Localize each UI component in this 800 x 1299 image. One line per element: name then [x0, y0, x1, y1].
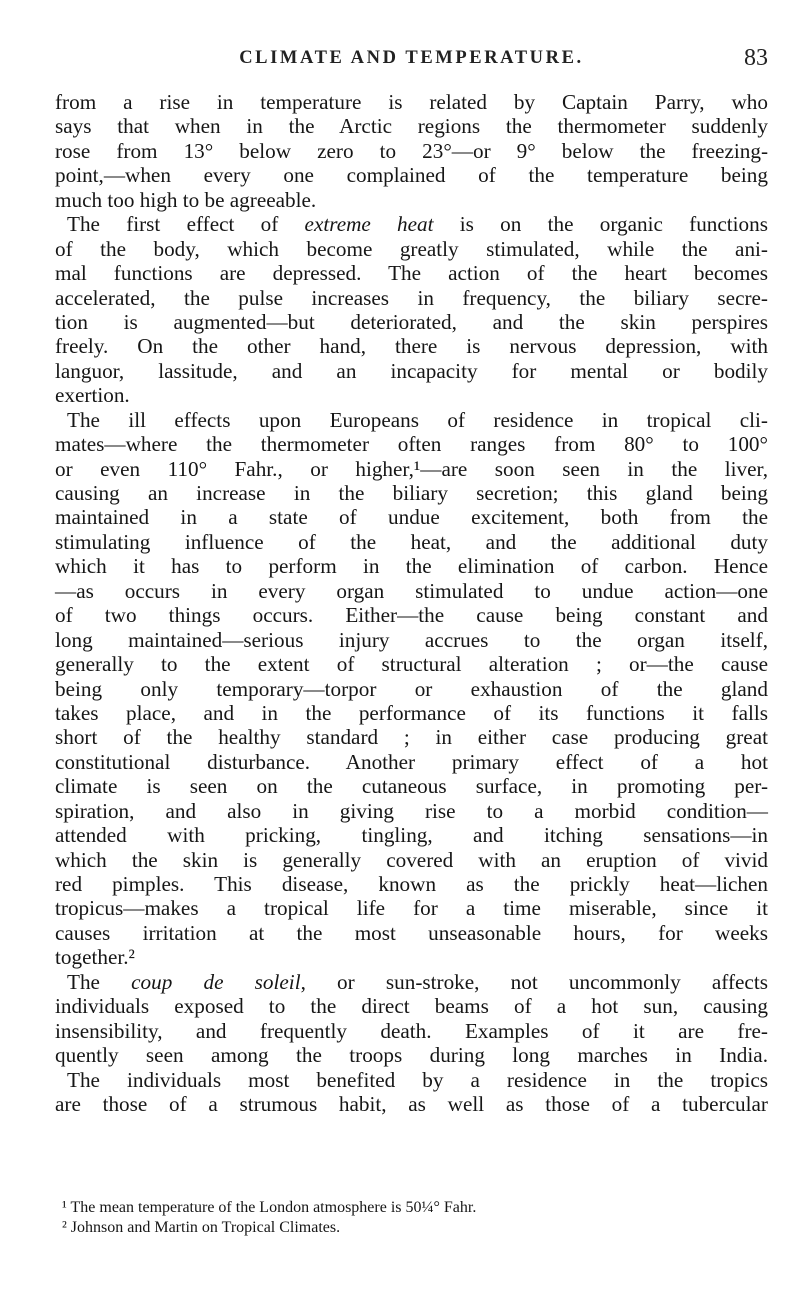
- text-line: mal functions are depressed. The action of the heart becomes: [55, 261, 768, 286]
- text-line: constitutional disturbance. Another primary effect of a hot: [55, 749, 768, 774]
- text-line: attended with pricking, tingling, and itching sensations—in: [55, 823, 768, 848]
- page-number: 83: [744, 45, 768, 71]
- text-line: from a rise in temperature is related by Captain Parry, who: [55, 90, 768, 114]
- text-line: climate is seen on the cutaneous surface, in promoting per-: [55, 774, 768, 799]
- text-line: says that when in the Arctic regions the thermometer suddenly: [55, 114, 768, 139]
- text-line: mates—where the thermometer often ranges from 80° to 100°: [55, 432, 768, 457]
- text-line: tropicus—makes a tropical life for a time miserable, since it: [55, 896, 768, 921]
- text-line: much too high to be agreeable.: [55, 187, 317, 212]
- text-line: stimulating influence of the heat, and the additional duty: [55, 529, 768, 554]
- text-line: accelerated, the pulse increases in frequency, the biliary secre-: [55, 285, 768, 310]
- text-line: which the skin is generally covered with an eruption of vivid: [55, 847, 768, 872]
- text-line: short of the healthy standard ; in either case producing great: [55, 725, 768, 750]
- text-line: causing an increase in the biliary secretion; this gland being: [55, 481, 768, 505]
- text-line: spiration, and also in giving rise to a morbid condition—: [55, 798, 768, 823]
- text-line: The individuals most benefited by a residence in the tropics: [67, 1067, 768, 1092]
- text-line: being only temporary—torpor or exhaustion of the gland: [55, 676, 768, 701]
- text-line: of two things occurs. Either—the cause being constant and: [55, 603, 768, 628]
- text-line: point,—when every one complained of the temperature being: [55, 163, 768, 188]
- text-line: maintained in a state of undue excitement, both from the: [55, 505, 768, 530]
- text-line: —as occurs in every organ stimulated to undue action—one: [55, 578, 768, 603]
- text-line: or even 110° Fahr., or higher,¹—are soon seen in the liver,: [55, 456, 768, 481]
- text-line: exertion.: [55, 383, 130, 408]
- text-line: tion is augmented—but deteriorated, and the skin perspires: [55, 309, 768, 334]
- text-line: of the body, which become greatly stimulated, while the ani-: [55, 236, 768, 261]
- text-line: quently seen among the troops during long marches in India.: [55, 1043, 768, 1068]
- text-line: are those of a strumous habit, as well as those of a tubercular: [55, 1091, 768, 1116]
- text-line: together.²: [55, 945, 135, 970]
- text-line: generally to the extent of structural alteration ; or—the cause: [55, 652, 768, 677]
- text-line: rose from 13° below zero to 23°—or 9° below the freezing-: [55, 138, 768, 163]
- text-line: individuals exposed to the direct beams of a hot sun, causing: [55, 994, 768, 1019]
- text-line: The coup de soleil, or sun-stroke, not uncommonly affects: [67, 969, 768, 994]
- text-line: takes place, and in the performance of its functions it falls: [55, 700, 768, 725]
- text-line: which it has to perform in the elimination of carbon. Hence: [55, 554, 768, 579]
- footnote-1: ¹ The mean temperature of the London atmosphere is 50¼° Fahr.: [62, 1199, 477, 1216]
- page-header: [55, 45, 768, 78]
- text-line: freely. On the other hand, there is nervous depression, with: [55, 334, 768, 359]
- running-head: CLIMATE AND TEMPERATURE.: [239, 48, 584, 68]
- text-line: The first effect of extreme heat is on the organic functions: [67, 212, 768, 237]
- text-line: causes irritation at the most unseasonable hours, for weeks: [55, 920, 768, 945]
- text-line: insensibility, and frequently death. Examples of it are fre-: [55, 1018, 768, 1043]
- footnote-2: ² Johnson and Martin on Tropical Climates.: [62, 1219, 341, 1236]
- body-text: [55, 90, 768, 1116]
- text-line: red pimples. This disease, known as the prickly heat—lichen: [55, 872, 768, 896]
- text-line: The ill effects upon Europeans of residence in tropical cli-: [67, 407, 768, 432]
- text-line: languor, lassitude, and an incapacity for mental or bodily: [55, 358, 768, 383]
- footnotes: [55, 1198, 768, 1238]
- text-line: long maintained—serious injury accrues to the organ itself,: [55, 627, 768, 652]
